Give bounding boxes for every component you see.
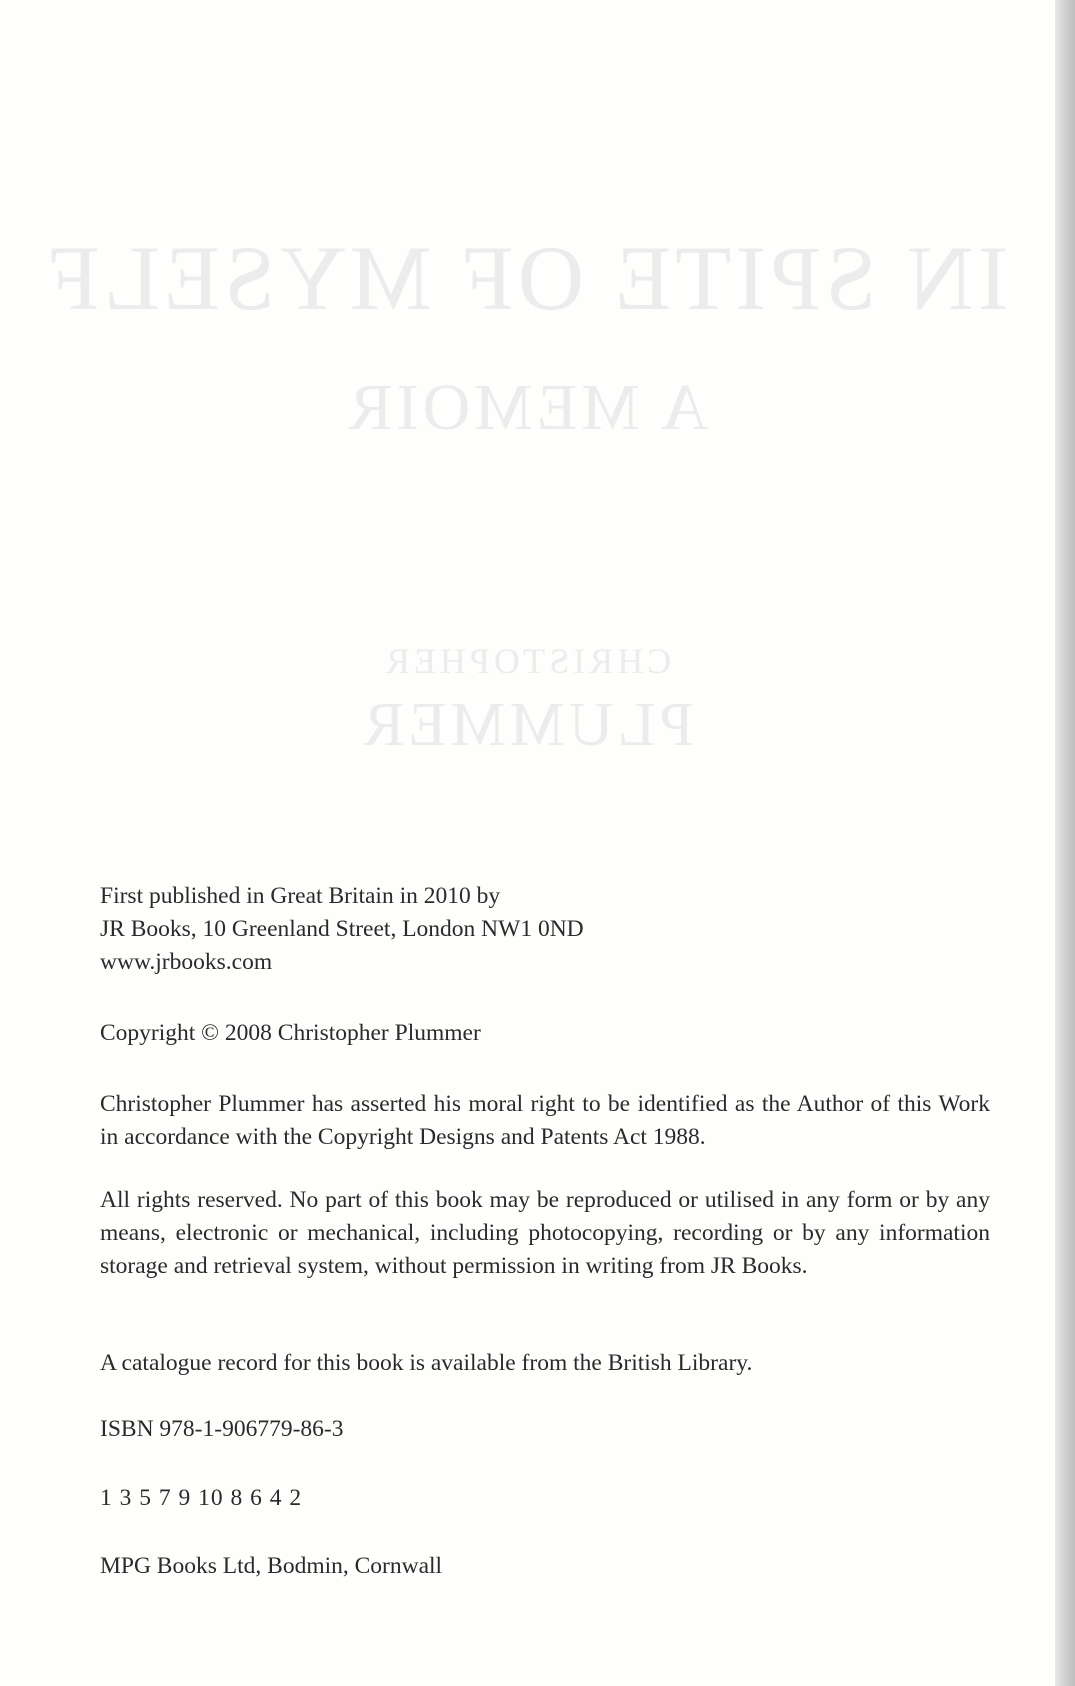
copyright-notice bbox=[100, 1017, 990, 1050]
moral-right-text: Christopher Plummer has asserted his moral right to be identified as the Author of this Work in accordance with the Copyright Designs and Patents Act 1988. bbox=[100, 1091, 990, 1150]
publisher-website-line: www.jrbooks.com bbox=[100, 949, 273, 975]
reverse-page-show-through bbox=[0, 0, 1054, 800]
moral-right-statement bbox=[100, 1088, 990, 1154]
copyright-line: Copyright © 2008 Christopher Plummer bbox=[100, 1020, 481, 1046]
show-through-title: IN SPITE OF MYSELF bbox=[44, 227, 1009, 329]
rights-reserved-text: All rights reserved. No part of this book may be reproduced or utilised in any form or by any means, electronic or mechanical, including photocopying, recording or by any information storage and retrieval system, without permission in writing from JR Books. bbox=[100, 1187, 990, 1279]
print-line-text: 1 3 5 7 9 10 8 6 4 2 bbox=[100, 1485, 303, 1511]
isbn bbox=[100, 1413, 990, 1446]
show-through-subtitle: A MEMOIR bbox=[344, 371, 709, 444]
page-edge-shadow bbox=[1055, 0, 1075, 1686]
publication-details bbox=[100, 880, 990, 979]
print-line bbox=[100, 1482, 990, 1515]
show-through-author-last: PLUMMER bbox=[359, 691, 694, 759]
publisher-address-line: JR Books, 10 Greenland Street, London NW1 0ND bbox=[100, 916, 584, 942]
catalogue-text: A catalogue record for this book is available from the British Library. bbox=[100, 1350, 753, 1376]
first-published-line: First published in Great Britain in 2010 by bbox=[100, 883, 501, 909]
catalogue-statement bbox=[100, 1347, 990, 1380]
rights-reserved-statement bbox=[100, 1184, 990, 1283]
printer-credit bbox=[100, 1550, 990, 1583]
show-through-author-first: CHRISTOPHER bbox=[381, 641, 672, 681]
isbn-text: ISBN 978-1-906779-86-3 bbox=[100, 1416, 344, 1442]
printer-text: MPG Books Ltd, Bodmin, Cornwall bbox=[100, 1553, 443, 1579]
